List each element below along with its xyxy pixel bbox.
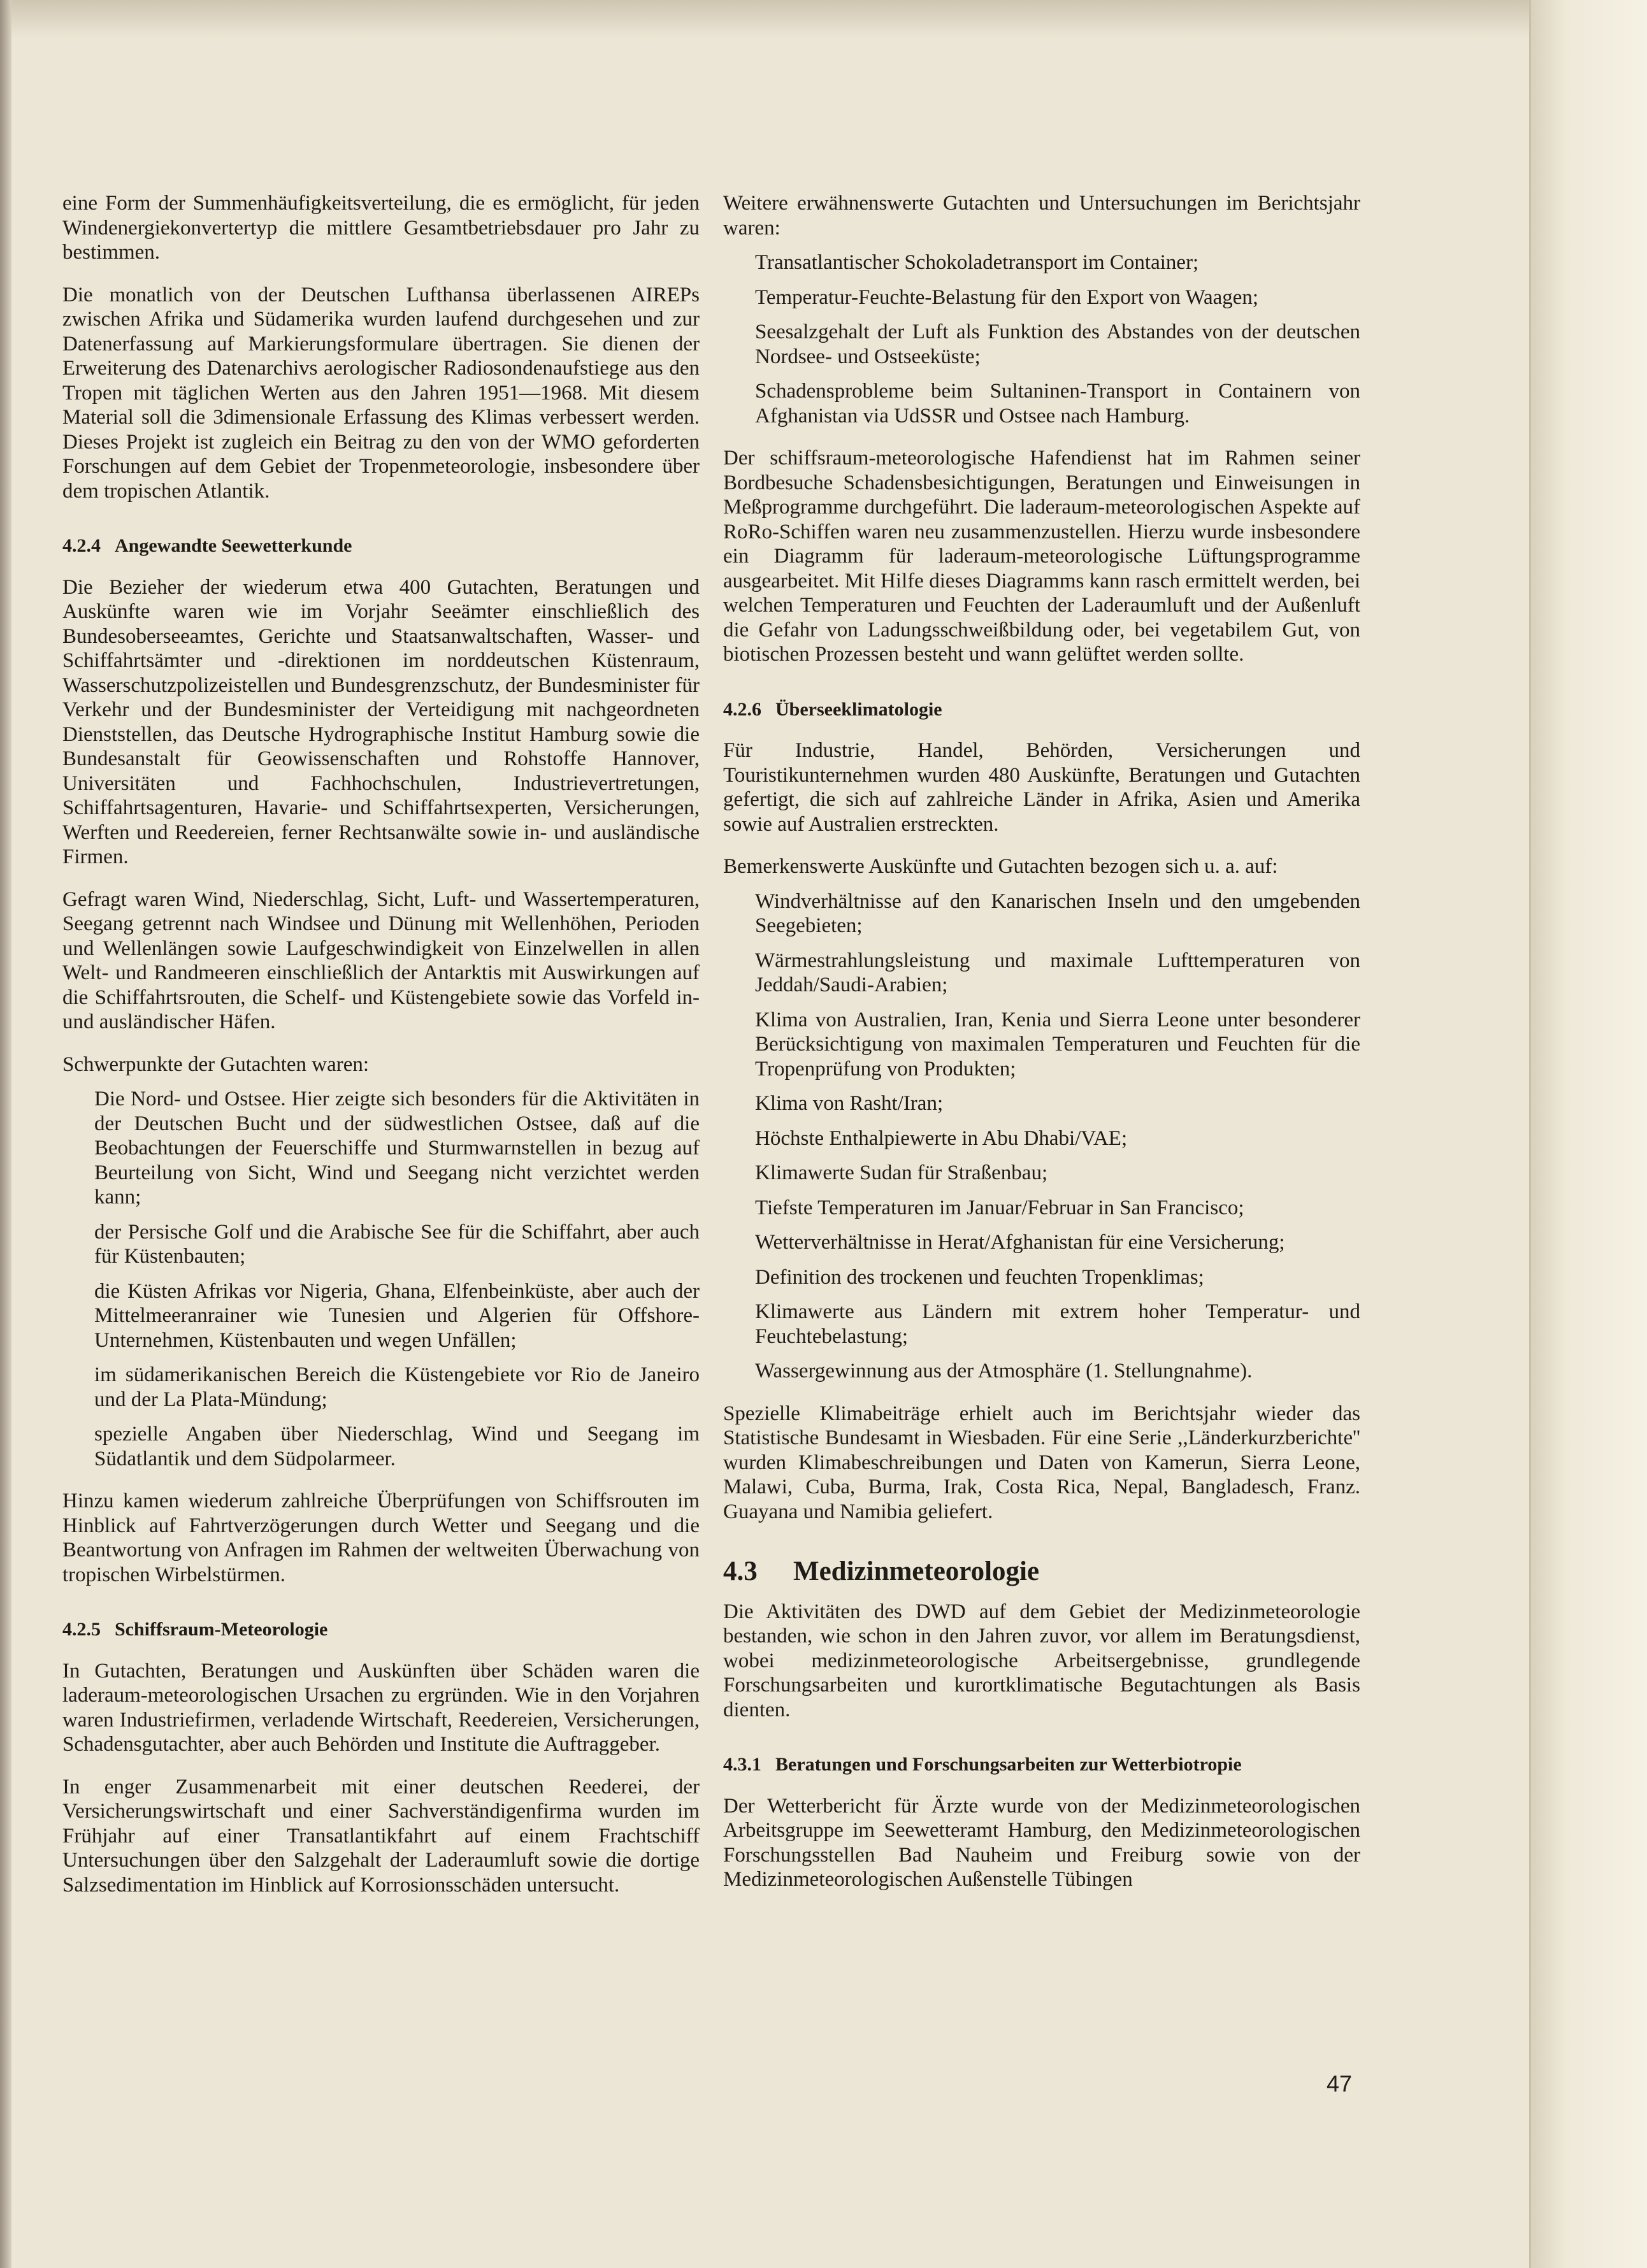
section-title: Überseeklimatologie bbox=[775, 698, 942, 720]
paragraph: Die Aktivitäten des DWD auf dem Gebiet der Medizinmeteorologie bestanden, wie schon in den Jahren zuvor, vor allem im Beratungsdienst, wobei medizinmeteorologische Arbeitsergebnisse, grundlegende Forschungsarbeiten und kurortklimatische Begutachtungen als Basis dienten. bbox=[723, 1600, 1360, 1721]
list-item: Windverhältnisse auf den Kanarischen Inseln und den umgebenden Seegebieten; bbox=[755, 889, 1360, 937]
left-column bbox=[62, 191, 700, 1915]
list-item: Wetterverhältnisse in Herat/Afghanistan für eine Versicherung; bbox=[755, 1231, 1285, 1254]
paragraph: In enger Zusammenarbeit mit einer deutschen Reederei, der Versicherungswirtschaft und einer Sachverständigenfirma wurden im Frühjahr auf einer Transatlantikfahrt auf einem Frachtschiff Untersuchungen über den Salzgehalt der Laderaumluft sowie die dortige Salzsedimentation im Hinblick auf Korrosionsschäden untersucht. bbox=[62, 1775, 700, 1897]
paragraph: Der Wetterbericht für Ärzte wurde von der Medizinmeteorologischen Arbeitsgruppe im Seewetteramt Hamburg, den Medizinmeteorologischen Forschungsstellen Bad Nauheim und Freiburg sowie von der Medizinmeteorologischen Außenstelle Tübingen bbox=[723, 1794, 1360, 1891]
paragraph: Hinzu kamen wiederum zahlreiche Überprüfungen von Schiffsrouten im Hinblick auf Fahrtverzögerungen durch Wetter und Seegang und die Beantwortung von Anfragen im Rahmen der weltweiten Überwachung von tropischen Wirbelstürmen. bbox=[62, 1489, 700, 1586]
section-number: 4.2.5 bbox=[62, 1619, 101, 1640]
paragraph: Für Industrie, Handel, Behörden, Versicherungen und Touristikunternehmen wurden 480 Auskünfte, Beratungen und Gutachten gefertigt, die sich auf zahlreiche Länder in Afrika, Asien und Amerika sowie auf Australien erstreckten. bbox=[723, 739, 1360, 836]
paragraph: In Gutachten, Beratungen und Auskünften über Schäden waren die laderaum-meteorologischen Ursachen zu ergründen. Wie in den Vorjahren waren Industriefirmen, verladende Wirtschaft, Reedereien, Versicherungen, Schadensgutachter, aber auch Behörden und Institute die Auftraggeber. bbox=[62, 1659, 700, 1756]
paragraph: Bemerkenswerte Auskünfte und Gutachten bezogen sich u. a. auf: bbox=[723, 855, 1278, 878]
list-item: Höchste Enthalpiewerte in Abu Dhabi/VAE; bbox=[755, 1126, 1128, 1150]
section-title: Medizinmeteorologie bbox=[793, 1556, 1040, 1586]
paragraph: Weitere erwähnenswerte Gutachten und Untersuchungen im Berichtsjahr waren: bbox=[723, 192, 1360, 240]
list-item: Schadensprobleme beim Sultaninen-Transport in Containern von Afghanistan via UdSSR und Ostsee nach Hamburg. bbox=[755, 380, 1360, 427]
paragraph: Spezielle Klimabeiträge erhielt auch im Berichtsjahr wieder das Statistische Bundesamt in Wiesbaden. Für eine Serie ,,Länderkurzberichte'' wurden Klimabeschreibungen und Daten von Kamerun, Sierra Leone, Malawi, Cuba, Burma, Irak, Costa Rica, Nepal, Bangladesch, Franz. Guayana und Namibia geliefert. bbox=[723, 1402, 1360, 1523]
section-number: 4.2.6 bbox=[723, 698, 761, 720]
section-heading-4-3-1 bbox=[723, 1753, 1360, 1777]
section-number: 4.2.4 bbox=[62, 535, 101, 556]
binding-edge bbox=[0, 0, 11, 2268]
section-title: Angewandte Seewetterkunde bbox=[115, 535, 352, 556]
page-top-edge bbox=[0, 0, 1529, 38]
list-item: die Küsten Afrikas vor Nigeria, Ghana, Elfenbeinküste, aber auch der Mittelmeeranrainer wie Tunesien und Algerien für Offshore-Unternehmen, Küstenbauten und wegen Unfällen; bbox=[94, 1279, 700, 1352]
section-heading-4-2-6 bbox=[723, 698, 1360, 722]
list-item: Klima von Australien, Iran, Kenia und Sierra Leone unter besonderer Berücksichtigung von maximalen Temperaturen und Feuchten für die Tropenprüfung von Produkten; bbox=[755, 1008, 1360, 1080]
section-heading-4-2-5 bbox=[62, 1618, 700, 1642]
list-item: Transatlantischer Schokoladetransport im Container; bbox=[755, 251, 1199, 274]
list-item: der Persische Golf und die Arabische See für die Schiffahrt, aber auch für Küstenbauten; bbox=[94, 1220, 700, 1268]
list-item: Klimawerte Sudan für Straßenbau; bbox=[755, 1161, 1048, 1184]
list-item: im südamerikanischen Bereich die Küstengebiete vor Rio de Janeiro und der La Plata-Mündung; bbox=[94, 1363, 700, 1411]
paragraph: eine Form der Summenhäufigkeitsverteilung, die es ermöglicht, für jeden Windenergiekonvertertyp die mittlere Gesamtbetriebsdauer pro Jahr zu bestimmen. bbox=[62, 192, 700, 264]
page-right-edge bbox=[1529, 0, 1647, 2268]
section-number: 4.3.1 bbox=[723, 1754, 761, 1775]
paragraph: Die monatlich von der Deutschen Lufthansa überlassenen AIREPs zwischen Afrika und Südamerika wurden laufend durchgesehen und zur Datenerfassung auf Markierungsformulare übertragen. Sie dienen der Erweiterung des Datenarchivs aerologischer Radiosondenaufstiege aus den Tropen mit täglichen Werten aus den Jahren 1951—1968. Mit diesem Material soll die 3dimensionale Erfassung des Klimas verbessert werden. Dieses Projekt ist zugleich ein Beitrag zu den von der WMO geforderten Forschungen auf dem Gebiet der Tropenmeteorologie, insbesondere über dem tropischen Atlantik. bbox=[62, 283, 700, 503]
list-item: Definition des trockenen und feuchten Tropenklimas; bbox=[755, 1265, 1204, 1289]
list-item: Wärmestrahlungsleistung und maximale Lufttemperaturen von Jeddah/Saudi-Arabien; bbox=[755, 949, 1360, 996]
section-title: Schiffsraum-Meteorologie bbox=[115, 1619, 328, 1640]
list-item: Die Nord- und Ostsee. Hier zeigte sich besonders für die Aktivitäten in der Deutschen Bucht und der südwestlichen Ostsee, daß auf die Beobachtungen der Feuerschiffe und Sturmwarnstellen in bezug auf Beurteilung von Sicht, Wind und Seegang nicht verzichtet werden kann; bbox=[94, 1087, 700, 1209]
section-title: Beratungen und Forschungsarbeiten zur Wetterbiotropie bbox=[775, 1754, 1242, 1775]
right-column bbox=[723, 191, 1360, 1910]
list-item: Temperatur-Feuchte-Belastung für den Export von Waagen; bbox=[755, 285, 1259, 309]
paragraph: Schwerpunkte der Gutachten waren: bbox=[62, 1052, 370, 1076]
list-item: Seesalzgehalt der Luft als Funktion des Abstandes von der deutschen Nordsee- und Ostseeküste; bbox=[755, 320, 1360, 368]
list-item: spezielle Angaben über Niederschlag, Wind und Seegang im Südatlantik und dem Südpolarmeer. bbox=[94, 1423, 700, 1470]
list-item: Wassergewinnung aus der Atmosphäre (1. Stellungnahme). bbox=[755, 1360, 1253, 1382]
page-number: 47 bbox=[1327, 2071, 1353, 2097]
section-heading-4-2-4 bbox=[62, 534, 700, 559]
list-item: Klima von Rasht/Iran; bbox=[755, 1092, 944, 1115]
section-heading-4-3 bbox=[723, 1556, 1360, 1586]
paragraph: Gefragt waren Wind, Niederschlag, Sicht, Luft- und Wassertemperaturen, Seegang getrennt nach Windsee und Dünung mit Wellenhöhen, Perioden und Wellenlängen sowie Laufgeschwindigkeit von Einzelwellen in allen Welt- und Randmeeren einschließlich der Antarktis mit Auswirkungen auf die Schiffahrtsrouten, die Schelf- und Küstengebiete sowie das Vorfeld in- und ausländischer Häfen. bbox=[62, 887, 700, 1033]
list-item: Tiefste Temperaturen im Januar/Februar in San Francisco; bbox=[755, 1196, 1244, 1219]
paragraph: Die Bezieher der wiederum etwa 400 Gutachten, Beratungen und Auskünfte waren wie im Vorjahr Seeämter einschließlich des Bundesoberseeamtes, Gerichte und Staatsanwaltschaften, Wasser- und Schiffahrtsämter und -direktionen im norddeutschen Küstenraum, Wasserschutzpolizeistellen und Bundesgrenzschutz, der Bundesminister für Verkehr und der Bundesminister der Verteidigung mit nachgeordneten Dienststellen, das Deutsche Hydrographische Institut Hamburg sowie die Bundesanstalt für Geowissenschaften und Rohstoffe Hannover, Universitäten und Fachhochschulen, Industrievertretungen, Schiffahrtsagenturen, Havarie- und Schiffahrtsexperten, Versicherungen, Werften und Reedereien, ferner Rechtsanwälte sowie in- und ausländische Firmen. bbox=[62, 575, 700, 868]
paragraph: Der schiffsraum-meteorologische Hafendienst hat im Rahmen seiner Bordbesuche Schadensbesichtigungen, Beratungen und Einweisungen in Meßprogramme durchgeführt. Die laderaum-meteorologischen Aspekte auf RoRo-Schiffen waren neu zusammenzustellen. Hierzu wurde insbesondere ein Diagramm für laderaum-meteorologische Lüftungsprogramme ausgearbeitet. Mit Hilfe dieses Diagramms kann rasch ermittelt werden, bei welchen Temperaturen und Feuchten der Laderaumluft und der Außenluft die Gefahr von Ladungsschweißbildung oder, bei vegetabilem Gut, von biotischen Prozessen besteht und wann gelüftet werden sollte. bbox=[723, 447, 1360, 666]
section-number: 4.3 bbox=[723, 1556, 758, 1586]
list-item: Klimawerte aus Ländern mit extrem hoher Temperatur- und Feuchtebelastung; bbox=[755, 1300, 1360, 1348]
